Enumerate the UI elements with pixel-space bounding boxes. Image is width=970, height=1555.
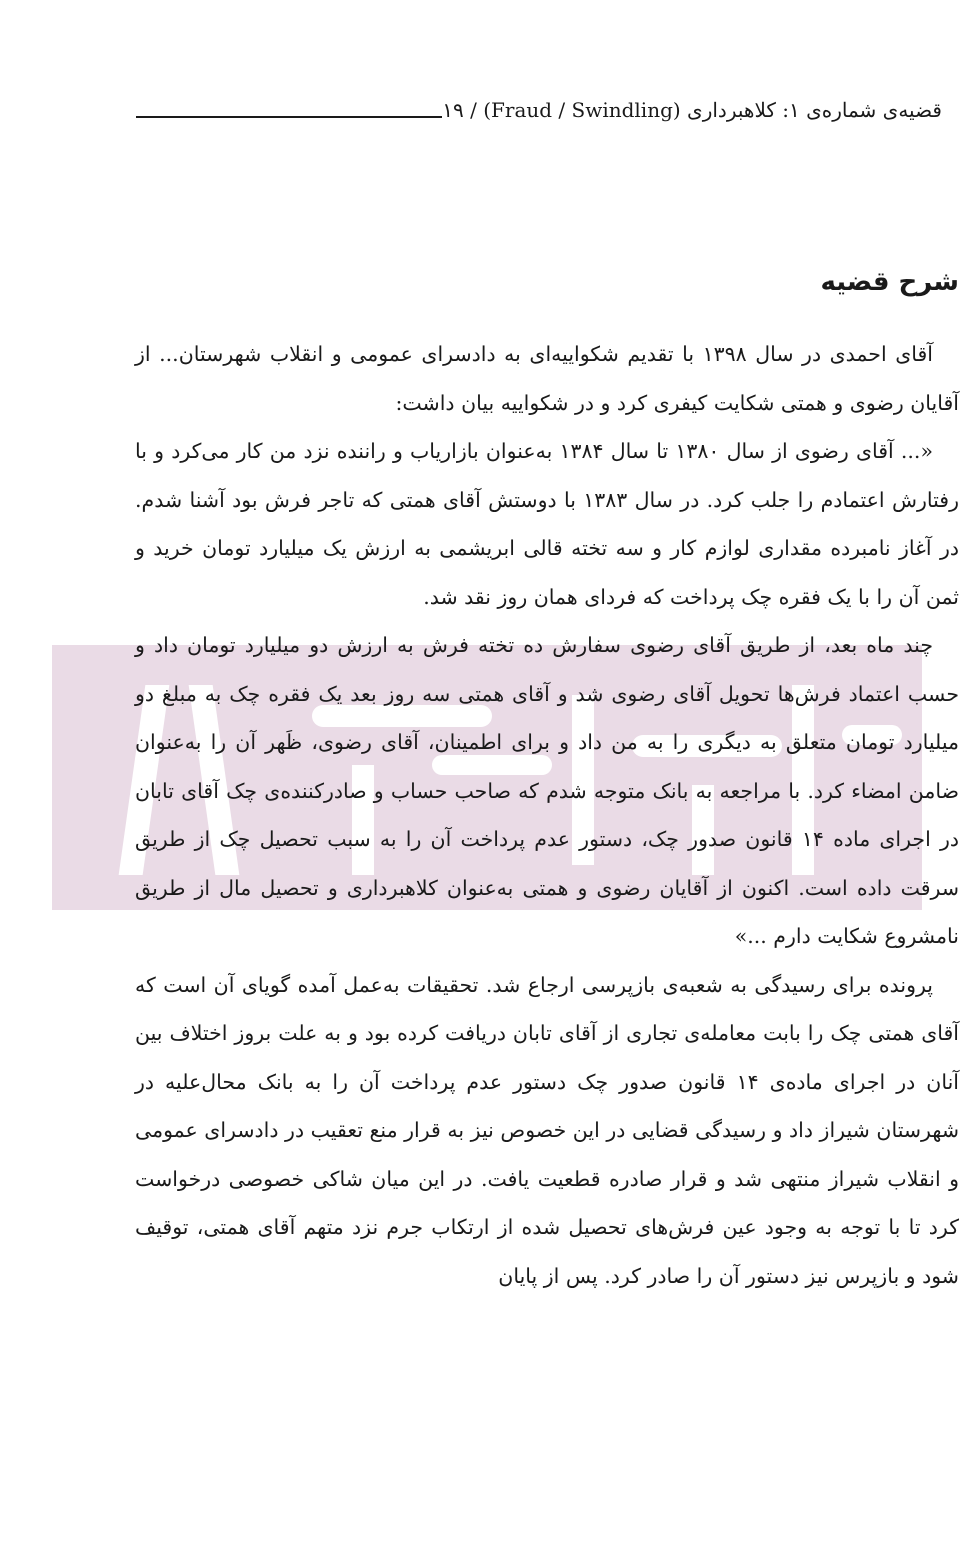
paragraph: «... آقای رضوی از سال ۱۳۸۰ تا سال ۱۳۸۴ به‌عنوان بازاریاب و راننده نزد من کار می‌کرد و با رفتارش اعتمادم را جلب کرد. در سال ۱۳۸۳ با دوستش آقای همتی که تاجر فرش بود آشنا شدم. در آغاز نامبرده مقداری لوازم کار و سه تخته قالی ابریشمی به ارزش یک میلیارد تومان خرید و ثمن آن را با یک فقره چک پرداخت که فردای همان روز نقد شد. (135, 439, 959, 609)
paragraph: پرونده برای رسیدگی به شعبه‌ی بازپرسی ارجاع شد. تحقیقات به‌عمل آمده گویای آن است که آقای همتی چک را بابت معامله‌ی تجاری از آقای تابان دریافت کرده بود و به علت بروز اختلاف بین آنان در اجرای ماده‌ی ۱۴ قانون صدور چک دستور عدم پرداخت آن را به بانک محال‌علیه در شهرستان شیراز داد و رسیدگی قضایی در این خصوص نیز به قرار منع تعقیب در دادسرای عمومی و انقلاب شیراز منتهی شد و قرار صادره قطعیت یافت. در این میان شاکی خصوصی درخواست کرد تا با توجه به وجود عین فرش‌های تحصیل شده از ارتکاب جرم نزد متهم آقای همتی، توقیف شود و بازپرس نیز دستور آن را صادر کرد. پس از پایان (135, 972, 960, 1288)
page-content (135, 260, 959, 1300)
paragraph: چند ماه بعد، از طریق آقای رضوی سفارش ده تخته فرش به ارزش دو میلیارد تومان داد و حسب اعتماد فرش‌ها تحویل آقای رضوی شد و آقای همتی سه روز بعد یک فقره چک به مبلغ دو میلیارد تومان متعلق به دیگری را به من داد و برای اطمینان، آقای رضوی، ظَهر آن را به‌عنوان ضامن امضاء کرد. با مراجعه به بانک متوجه شدم که صاحب حساب و صادرکننده‌ی چک آقای تابان در اجرای ماده ۱۴ قانون صدور چک، دستور عدم پرداخت آن را به سبب تحصیل چک از طریق سرقت داده است. اکنون از آقایان رضوی و همتی به‌عنوان کلاهبرداری و تحصیل مال از طریق نامشروع شکایت دارم ...» (135, 633, 959, 948)
section-title: شرح قضیه (820, 267, 959, 297)
running-header (130, 88, 942, 128)
header-rule (136, 116, 442, 118)
header-title: قضیه‌ی شماره‌ی ۱: کلاهبرداری (Fraud / Swindling) / ۱۹ (442, 98, 942, 122)
paragraph: آقای احمدی در سال ۱۳۹۸ با تقدیم شکواییه‌ای به دادسرای عمومی و انقلاب شهرستان... از آقایان رضوی و همتی شکایت کیفری کرد و در شکواییه بیان داشت: (135, 342, 959, 415)
